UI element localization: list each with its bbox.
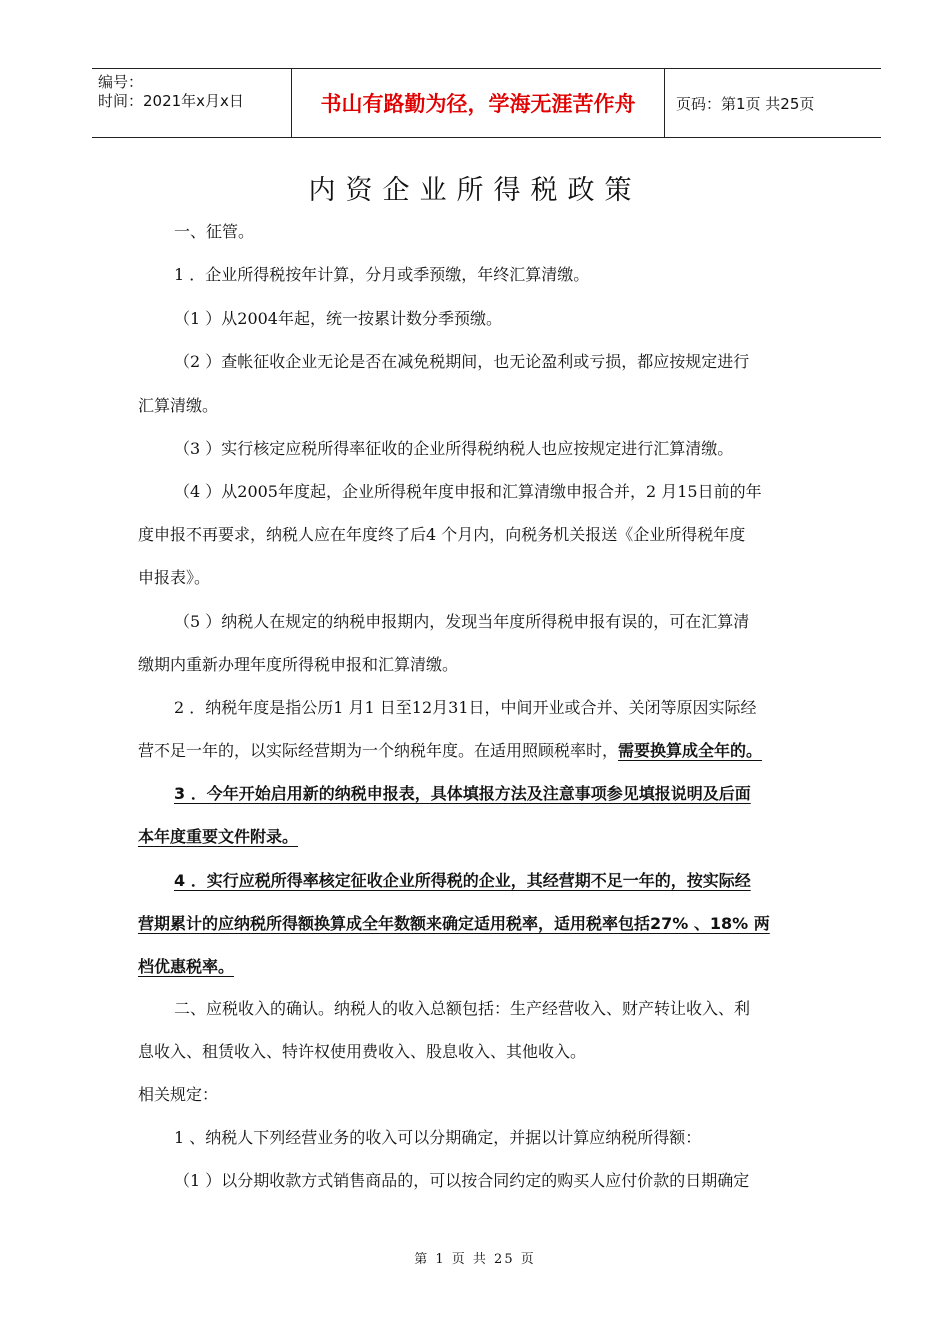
document-title: 内资企业所得税政策 [308, 175, 642, 206]
paragraph-line: 申报表》。 [138, 568, 211, 587]
paragraph-line: 1 、纳税人下列经营业务的收入可以分期确定，并据以计算应纳税所得额： [174, 1128, 702, 1147]
paragraph-line: （2 ）查帐征收企业无论是否在减免税期间，也无论盈利或亏损，都应按规定进行 [174, 352, 750, 371]
paragraph-line: 息收入、租赁收入、特许权使用费收入、股息收入、其他收入。 [138, 1042, 587, 1061]
paragraph-line: （3 ）实行核定应税所得率征收的企业所得税纳税人也应按规定进行汇算清缴。 [174, 439, 734, 458]
paragraph-line: 缴期内重新办理年度所得税申报和汇算清缴。 [138, 655, 459, 674]
section-heading: 二、应税收入的确认。纳税人的收入总额包括：生产经营收入、财产转让收入、利 [174, 999, 751, 1018]
paragraph-line: 汇算清缴。 [138, 396, 219, 415]
paragraph-line: （5 ）纳税人在规定的纳税申报期内，发现当年度所得税申报有误的，可在汇算清 [174, 612, 750, 631]
header-page-info: 页码：第1页 共25页 [676, 94, 815, 113]
header-motto: 书山有路勤为径，学海无涯苦作舟 [292, 69, 665, 137]
paragraph-line: 2 ．纳税年度是指公历1 月1 日至12月31日，中间开业或合并、关闭等原因实际经 [174, 698, 757, 717]
emphasis-text: 需要换算成全年的。 [618, 741, 763, 760]
paragraph-line: （1 ）从2004年起，统一按累计数分季预缴。 [174, 309, 502, 328]
paragraph-line: 相关规定： [138, 1085, 219, 1104]
code-label: 编号： [98, 73, 144, 91]
paragraph-line: 度申报不再要求，纳税人应在年度终了后4 个月内，向税务机关报送《企业所得税年度 [138, 525, 746, 544]
paragraph-line: 1 ．企业所得税按年计算，分月或季预缴，年终汇算清缴。 [174, 265, 590, 284]
emphasis-line: 本年度重要文件附录。 [138, 827, 299, 846]
emphasis-line: 档优惠税率。 [138, 957, 235, 976]
header-meta-cell [92, 69, 292, 137]
paragraph-line: （1 ）以分期收款方式销售商品的，可以按合同约定的购买人应付价款的日期确定 [174, 1171, 750, 1190]
page-footer: 第 1 页 共 25 页 [414, 1252, 536, 1267]
section-heading: 一、征管。 [174, 222, 255, 241]
paragraph-line [138, 741, 838, 761]
header-table [92, 68, 881, 138]
emphasis-line: 营期累计的应纳税所得额换算成全年数额来确定适用税率，适用税率包括27% 、18% 两 [138, 914, 770, 933]
emphasis-line: 3 ．今年开始启用新的纳税申报表，具体填报方法及注意事项参见填报说明及后面 [174, 784, 751, 803]
paragraph-text: 营不足一年的，以实际经营期为一个纳税年度。在适用照顾税率时， [138, 741, 619, 760]
time-label: 时间：2021年x月x日 [98, 92, 244, 110]
emphasis-line: 4 ．实行应税所得率核定征收企业所得税的企业，其经营期不足一年的，按实际经 [174, 871, 751, 890]
paragraph-line: （4 ）从2005年度起，企业所得税年度申报和汇算清缴申报合并，2 月15日前的年 [174, 482, 762, 501]
